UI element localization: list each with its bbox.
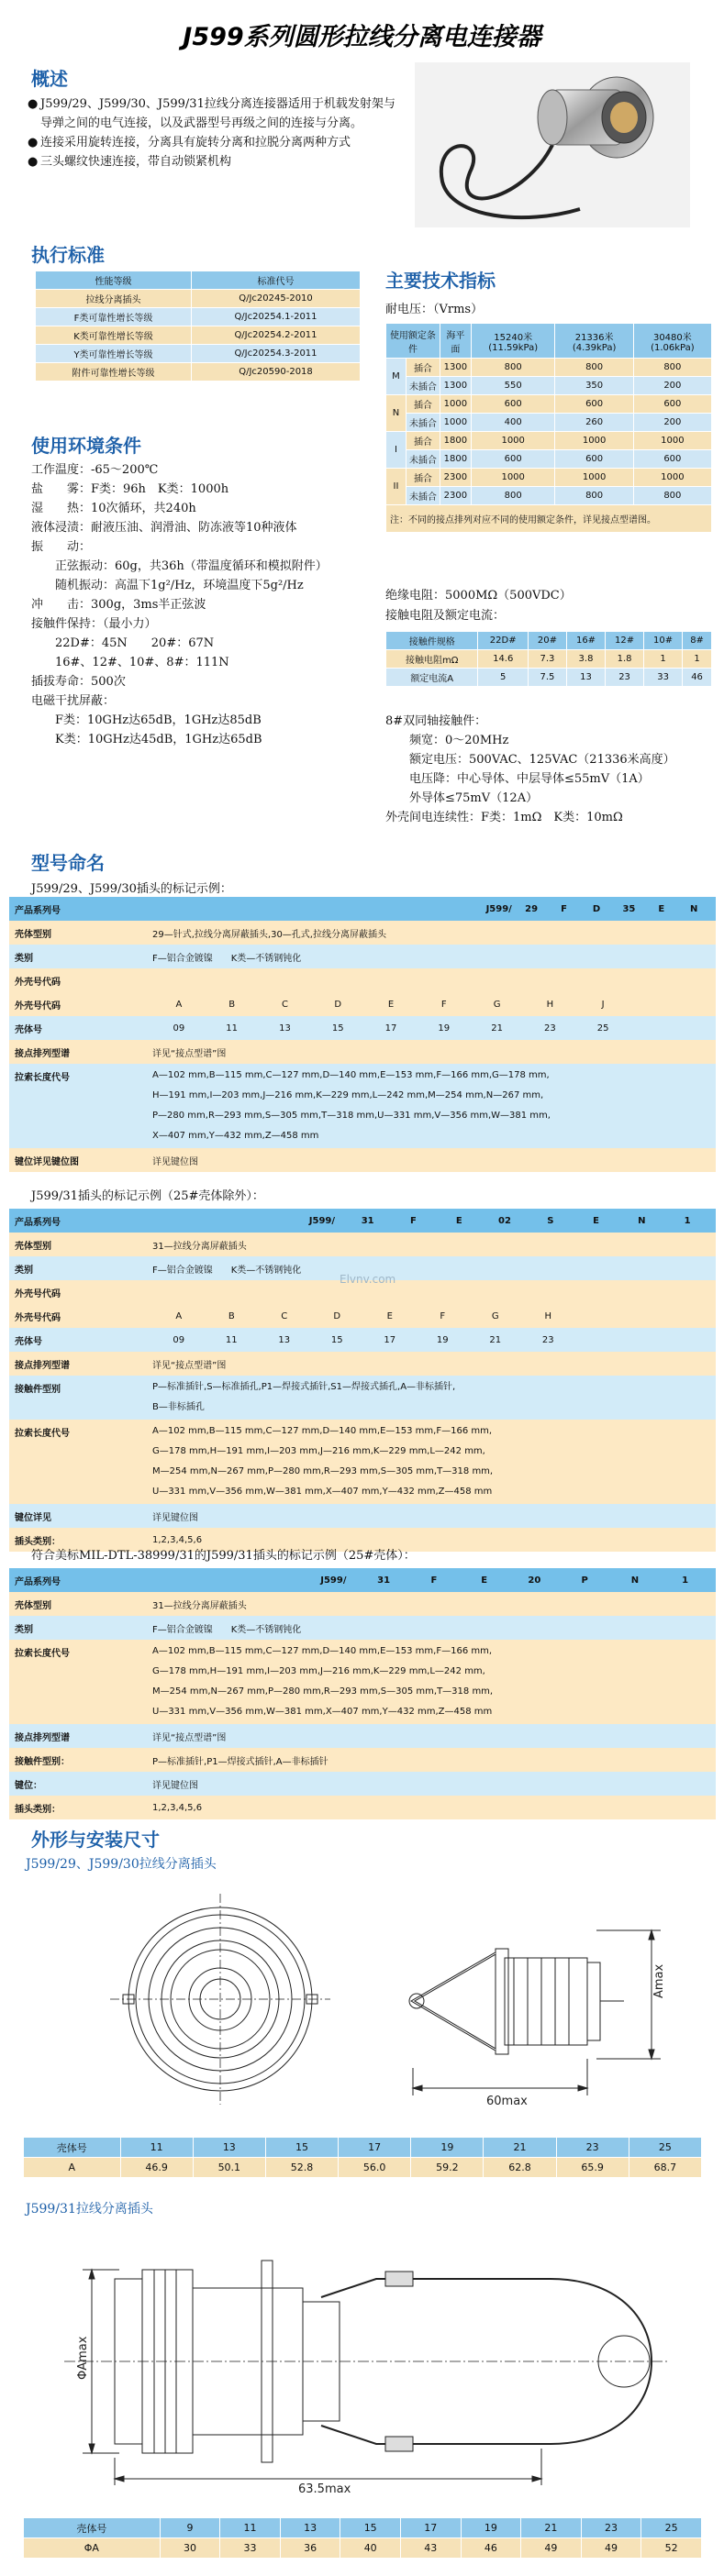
dims-sub1: J599/29、J599/30拉线分离插头 [26, 1857, 217, 1872]
overview-bullet: ● 连接采用旋转连接，分离具有旋转分离和拉脱分离两种方式 [28, 136, 351, 149]
naming-sub3: 符合美标MIL-DTL-38999/31的J599/31插头的标记示例（25#壳体）： [31, 1549, 416, 1563]
marking-table-3 [9, 1568, 716, 1819]
table-row: 键位详见 详见键位图 [9, 1504, 716, 1528]
table-row: 壳体号 09 11 13 15 17 19 21 23 [9, 1328, 716, 1352]
dim-diameter-label: ΦAmax [76, 2336, 90, 2380]
table-row: 键位详见键位图 详见键位图 [9, 1148, 716, 1172]
tech-heading: 主要技术指标 [385, 270, 496, 292]
table-row: 未插合 1000 400 260 200 [386, 414, 712, 432]
table-row: 插头类别： 1,2,3,4,5,6 [9, 1796, 716, 1819]
table-row: I 插合 1800 1000 1000 1000 [386, 432, 712, 450]
table-row: 未插合 1300 550 350 200 [386, 377, 712, 395]
table-row: N 插合 1000 600 600 600 [386, 395, 712, 414]
marking-table-2 [9, 1209, 716, 1552]
table-header-row: 产品系列号 J599/ 31 F E 02 S E N 1 [9, 1209, 716, 1233]
table-row: 拉索长度代号 A—102 mm,B—115 mm,C—127 mm,D—140 mm,E—153 mm,F—166 mm, G—178 mm,H—191 mm,I—203 mm,J—216 mm,K—229 mm,L—242 mm, M—254 mm,N—267 mm,P—280 mm,R—293 mm,S—305 mm,T—318 mm, U—331 mm,V—356 mm,W—381 mm,X—407 mm,Y—432 mm,Z—458 mm [9, 1420, 716, 1504]
table-row: 壳体型别 31—拉线分离屏蔽插头 [9, 1233, 716, 1256]
table-row: 壳体型别 29—针式,拉线分离屏蔽插头,30—孔式,拉线分离屏蔽插头 [9, 921, 716, 945]
insulation-text: 绝缘电阻：5000MΩ（500VDC） [385, 589, 572, 603]
table-header-row: 接触件规格 22D# 20# 16# 12# 10# 8# [386, 632, 712, 650]
table-row: ΦA 30 33 36 40 43 46 49 49 52 [24, 2538, 702, 2559]
table-row: M 插合 1300 800 800 800 [386, 359, 712, 377]
table-row: 类别 F—铝合金镀镍 K类—不锈钢钝化 [9, 945, 716, 968]
standards-table [35, 271, 361, 381]
table-row: 类别 F—铝合金镀镍 K类—不锈钢钝化 [9, 1256, 716, 1280]
watermark: Elvnv.com [340, 1273, 396, 1286]
table-row: 外壳号代码 A B C D E F G H [9, 1304, 716, 1328]
table-row: 额定电流A 5 7.5 13 23 33 46 [386, 669, 712, 687]
table-row: 壳体号 09 11 13 15 17 19 21 23 25 [9, 1016, 716, 1040]
table-row: F类可靠性增长等级 Q/Jc20254.1-2011 [36, 308, 361, 326]
product-photo [415, 62, 690, 227]
table-row: 接点排列型谱 详见“接点型谱”图 [9, 1352, 716, 1376]
overview-bullets [28, 94, 404, 171]
env-conditions: 工作温度：-65～200℃ 盐 雾：F类：96h K类：1000h 湿 热：10次循环，共240h 液体浸渍：耐液压油、润滑油、防冻液等10种液体 振 动： 正弦振动：60g，共36h（带温度循环和模拟附件） 随机振动：高温下1g²/Hz，环境温度下5g²/Hz 冲 击：300g，3ms半正弦波 接触件保持：（最小力） 22D#：45N 20#：67N 16#、12#、10#、8#：111N 插拔寿命：500次 电磁干扰屏蔽： F类：10GHz达65dB，1GHz达85dB K类：10GHz达45dB，1GHz达65dB [31, 463, 328, 746]
table-header-row: 产品系列号 J599/ 29 F D 35 E N [9, 897, 716, 921]
table-row: 外壳号代码 [9, 1280, 716, 1304]
marking-table-1 [9, 897, 716, 1172]
dim-width-label: 60max [486, 2095, 528, 2108]
table-header-row: 产品系列号 J599/ 31 F E 20 P N 1 [9, 1568, 716, 1592]
table-row: 未插合 2300 800 800 800 [386, 487, 712, 505]
voltage-table [385, 323, 712, 533]
naming-sub1: J599/29、J599/30插头的标记示例： [31, 882, 232, 896]
table-row: A 46.9 50.1 52.8 56.0 59.2 62.8 65.9 68.7 [24, 2158, 702, 2178]
table-header-row: 性能等级 标准代号 [36, 271, 361, 290]
table-row: Y类可靠性增长等级 Q/Jc20254.3-2011 [36, 345, 361, 363]
naming-sub2: J599/31插头的标记示例（25#壳体除外）： [31, 1189, 264, 1203]
table-header-row: 壳体号 9 11 13 15 17 19 21 23 25 [24, 2518, 702, 2538]
table-row: 接触件型别： P—标准插针,P1—焊接式插针,A—非标插针 [9, 1748, 716, 1772]
standards-heading: 执行标准 [31, 244, 105, 266]
table-row: 接触电阻mΩ 14.6 7.3 3.8 1.8 1 1 [386, 650, 712, 669]
overview-bullet: ● J599/29、J599/30、J599/31拉线分离连接器适用于机载发射架与导弹之间的电气连接，以及武器型号再级之间的连接与分离。 [28, 97, 395, 130]
dims-sub2: J599/31拉线分离插头 [26, 2202, 153, 2217]
drawing-plug-31 [28, 2224, 697, 2494]
drawing-plug-29-30 [28, 1875, 697, 2123]
table-header-row: 壳体号 11 13 15 17 19 21 23 25 [24, 2138, 702, 2158]
table-row: II 插合 2300 1000 1000 1000 [386, 469, 712, 487]
coax-spec: 8#双同轴接触件： 频宽：0～20MHz 额定电压：500VAC、125VAC（21336米高度） 电压降：中心导体、中层导体≤55mV（1A） 外导体≤75mV（12A） 外壳间电连续性：F类：1mΩ K类：10mΩ [385, 714, 675, 824]
table-row: 类别 F—铝合金镀镍 K类—不锈钢钝化 [9, 1616, 716, 1640]
table-row: 插头类别： 1,2,3,4,5,6 [9, 1528, 716, 1552]
overview-heading: 概述 [31, 68, 68, 90]
table-row: 拉索长度代号 A—102 mm,B—115 mm,C—127 mm,D—140 mm,E—153 mm,F—166 mm, G—178 mm,H—191 mm,I—203 mm,J—216 mm,K—229 mm,L—242 mm, M—254 mm,N—267 mm,P—280 mm,R—293 mm,S—305 mm,T—318 mm, U—331 mm,V—356 mm,W—381 mm,X—407 mm,Y—432 mm,Z—458 mm [9, 1640, 716, 1724]
table-row: 外壳号代码 [9, 968, 716, 992]
page-title: J599系列圆形拉线分离电连接器 [183, 23, 541, 51]
naming-heading: 型号命名 [31, 852, 105, 874]
table-row: 接点排列型谱 详见“接点型谱”图 [9, 1724, 716, 1748]
table-row: 未插合 1800 600 600 600 [386, 450, 712, 469]
table-row: 拉索长度代号 A—102 mm,B—115 mm,C—127 mm,D—140 mm,E—153 mm,F—166 mm,G—178 mm, H—191 mm,I—203 mm,J—216 mm,K—229 mm,L—242 mm,M—254 mm,N—267 mm, P—280 mm,R—293 mm,S—305 mm,T—318 mm,U—331 mm,V—356 mm,W—381 mm, X—407 mm,Y—432 mm,Z—458 mm [9, 1064, 716, 1148]
table-row: 附件可靠性增长等级 Q/Jc20590-2018 [36, 363, 361, 381]
dims-table-1 [23, 2137, 702, 2178]
dim-length-label: 63.5max [298, 2482, 351, 2494]
table-row: 接触件型别 P—标准插针,S—标准插孔,P1—焊接式插针,S1—焊接式插孔,A—非标插针, B—非标插孔 [9, 1376, 716, 1420]
contact-table [385, 631, 712, 687]
table-note-row: 注：不同的接点排列对应不同的使用额定条件，详见接点型谱图。 [386, 505, 712, 533]
table-row: 壳体型别 31—拉线分离屏蔽插头 [9, 1592, 716, 1616]
table-row: 外壳号代码 A B C D E F G H J [9, 992, 716, 1016]
table-header-row: 使用额定条件 海平面 15240米(11.59kPa) 21336米(4.39kPa) 30480米(1.06kPa) [386, 324, 712, 359]
contact-label: 接触电阻及额定电流： [385, 609, 506, 623]
table-row: 键位： 详见键位图 [9, 1772, 716, 1796]
voltage-label: 耐电压：（Vrms） [385, 303, 484, 316]
table-row: K类可靠性增长等级 Q/Jc20254.2-2011 [36, 326, 361, 345]
overview-bullet: ● 三头螺纹快速连接，带自动锁紧机构 [28, 155, 232, 169]
table-row: 接点排列型谱 详见“接点型谱”图 [9, 1040, 716, 1064]
dims-table-2 [23, 2517, 702, 2559]
env-heading: 使用环境条件 [31, 435, 141, 457]
table-row: 拉线分离插头 Q/Jc20245-2010 [36, 290, 361, 308]
dim-height-label: Amax [652, 1963, 666, 1998]
dims-heading: 外形与安装尺寸 [31, 1829, 160, 1851]
